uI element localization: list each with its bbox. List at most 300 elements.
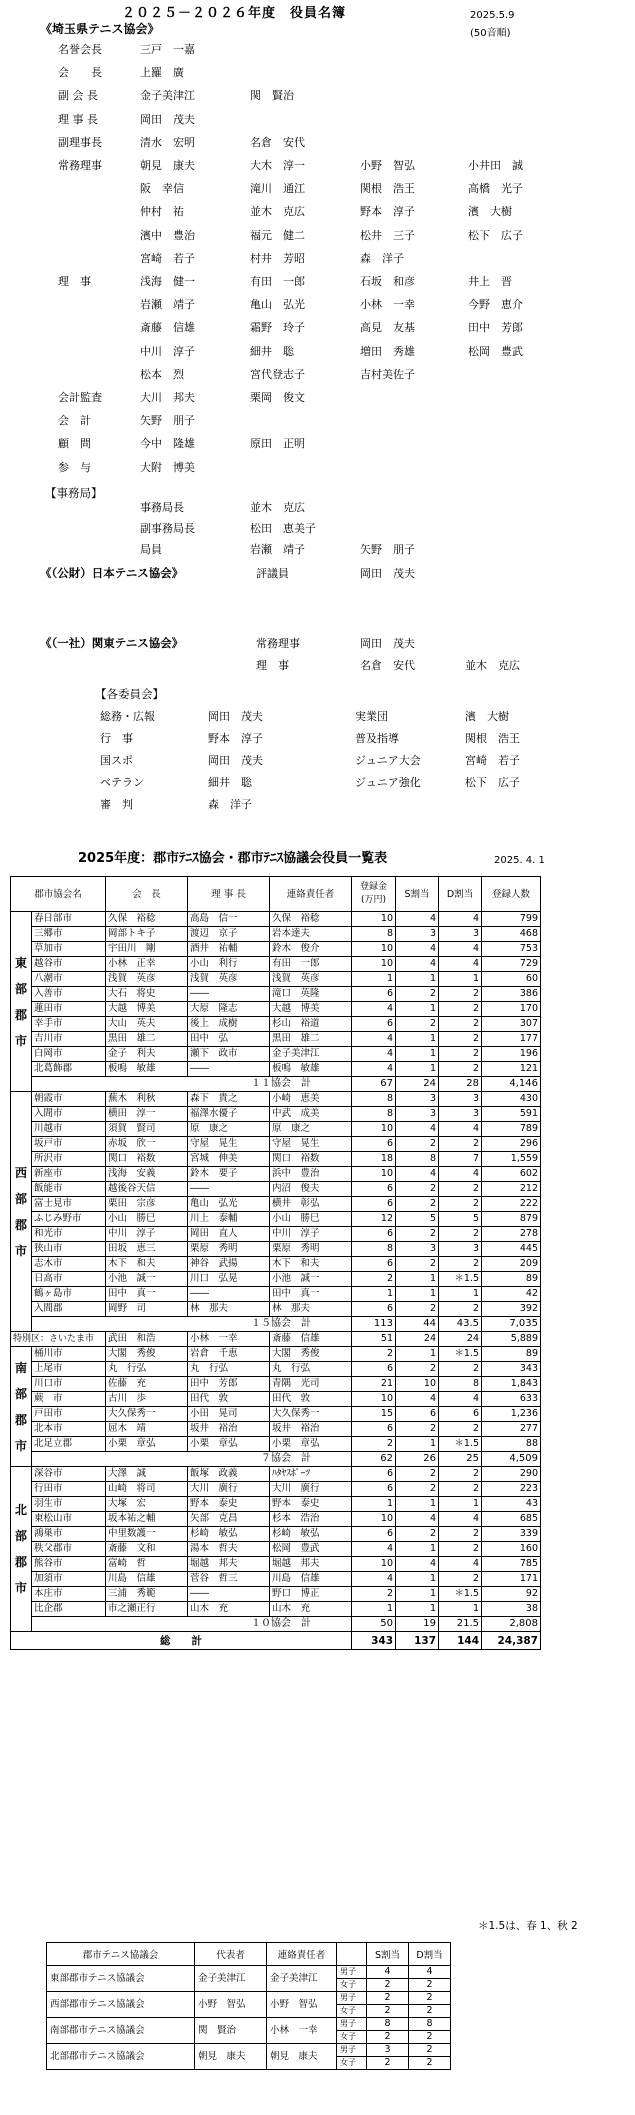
city-name: 和光市 xyxy=(32,1227,106,1242)
cell: 307 xyxy=(482,1017,541,1032)
cell: 2 xyxy=(396,1017,439,1032)
cell: 板鳴 敏雄 xyxy=(106,1062,188,1077)
cell: 浅賀 英彦 xyxy=(106,972,188,987)
cell: 丸 行弘 xyxy=(270,1362,352,1377)
cell: 大原 隆志 xyxy=(188,1002,270,1017)
officer-name: 有田 一郎 xyxy=(250,275,305,288)
cell: 386 xyxy=(482,987,541,1002)
role-label: 会 計 xyxy=(58,414,91,428)
table-row xyxy=(11,1497,541,1512)
council-col-rep: 代表者 xyxy=(195,1943,267,1966)
cell: 51 xyxy=(352,1332,396,1347)
officer-name: 松下 広子 xyxy=(465,776,520,789)
region-label xyxy=(11,912,32,1092)
jta-name: 岡田 茂夫 xyxy=(360,567,415,580)
council-col-s: S割当 xyxy=(367,1943,409,1966)
role-label: 参 与 xyxy=(58,460,91,474)
cell: 4 xyxy=(396,1167,439,1182)
cell: 92 xyxy=(482,1587,541,1602)
cell: 2 xyxy=(439,1542,482,1557)
table-row xyxy=(11,912,541,927)
cell: 田坂 恵三 xyxy=(106,1242,188,1257)
cell: 斎藤 文和 xyxy=(106,1542,188,1557)
officer-name: 栗岡 俊文 xyxy=(250,391,305,404)
table-row xyxy=(11,1512,541,1527)
officer-name: 霜野 玲子 xyxy=(250,321,305,335)
city-name: 熊谷市 xyxy=(32,1557,106,1572)
role-label: 顧 問 xyxy=(58,437,91,451)
officer-name: 松井 三子 xyxy=(360,228,415,242)
cell: 2 xyxy=(439,1302,482,1317)
cell: 坂本祐之輔 xyxy=(106,1512,188,1527)
table-row xyxy=(11,1482,541,1497)
city-name: 本庄市 xyxy=(32,1587,106,1602)
s-male: 3 xyxy=(367,2044,409,2057)
officer-name: 名倉 安代 xyxy=(250,135,305,149)
cell: 林 那夫 xyxy=(270,1302,352,1317)
committees-header: 【各委員会】 xyxy=(95,687,164,701)
cell: 1 xyxy=(396,1602,439,1617)
cell: 18 xyxy=(352,1152,396,1167)
city-name: 上尾市 xyxy=(32,1362,106,1377)
cell: 後上 成樹 xyxy=(188,1017,270,1032)
cell: 339 xyxy=(482,1527,541,1542)
cell: 田中 真一 xyxy=(106,1287,188,1302)
cell: 中川 淳子 xyxy=(106,1227,188,1242)
cell: 170 xyxy=(482,1002,541,1017)
male-label: 男子 xyxy=(337,2018,367,2031)
city-name: 東松山市 xyxy=(32,1512,106,1527)
cell: ―― xyxy=(188,1587,270,1602)
cell: 4 xyxy=(396,942,439,957)
cell: 4 xyxy=(396,957,439,972)
officer-name: 松田 恵美子 xyxy=(250,522,316,535)
cell: 久保 裕稔 xyxy=(106,912,188,927)
cell: 野本 泰史 xyxy=(188,1497,270,1512)
council-col-gender xyxy=(337,1943,367,1966)
table-row xyxy=(11,1587,541,1602)
cell: 小山 勝巳 xyxy=(270,1212,352,1227)
cell: 木下 和夫 xyxy=(270,1257,352,1272)
subtotal-cell: 62 xyxy=(352,1452,396,1467)
cell: 2 xyxy=(396,1467,439,1482)
cell: 関口 裕数 xyxy=(106,1152,188,1167)
cell: 1 xyxy=(396,1347,439,1362)
cell: 799 xyxy=(482,912,541,927)
table-row xyxy=(11,1257,541,1272)
cell: 212 xyxy=(482,1182,541,1197)
cell: 黒田 雄二 xyxy=(270,1032,352,1047)
female-label: 女子 xyxy=(337,1979,367,1992)
table-row xyxy=(11,1212,541,1227)
col-fee: 登録金 (万円) xyxy=(352,877,396,912)
jta-role: 評議員 xyxy=(256,567,289,580)
cell: 2 xyxy=(439,987,482,1002)
cell: 2 xyxy=(396,1197,439,1212)
cell: 浅海 安義 xyxy=(106,1167,188,1182)
cell: 6 xyxy=(439,1407,482,1422)
s-female: 2 xyxy=(367,2031,409,2044)
cell: 21 xyxy=(352,1377,396,1392)
cell: 6 xyxy=(352,987,396,1002)
cell: 6 xyxy=(352,1362,396,1377)
cell: 2 xyxy=(352,1437,396,1452)
cell: 3 xyxy=(396,1242,439,1257)
cell: 2 xyxy=(439,1257,482,1272)
officer-name: 野本 淳子 xyxy=(208,732,263,745)
cell: 4 xyxy=(439,957,482,972)
cell: 177 xyxy=(482,1032,541,1047)
council-name: 西部郡市テニス協議会 xyxy=(47,1992,195,2018)
cell: 2 xyxy=(352,1272,396,1287)
officer-name: 岡田 茂夫 xyxy=(140,112,195,126)
cell: ＊1.5 xyxy=(439,1587,482,1602)
cell: 296 xyxy=(482,1137,541,1152)
role-label: 副事務局長 xyxy=(140,522,195,535)
region-label-text: 南 部 郡 市 xyxy=(14,1360,27,1453)
officer-name: 上羅 廣 xyxy=(140,66,184,80)
cell: 2 xyxy=(439,1572,482,1587)
city-name: 蓮田市 xyxy=(32,1002,106,1017)
officer-name: 宮崎 若子 xyxy=(140,251,195,265)
col-president: 会 長 xyxy=(106,877,188,912)
cell: 4 xyxy=(396,912,439,927)
cell: 42 xyxy=(482,1287,541,1302)
region-label-text: 東 部 郡 市 xyxy=(14,955,27,1048)
officer-name: 福元 健二 xyxy=(250,228,305,242)
cell: 丸 行弘 xyxy=(106,1362,188,1377)
cell: 2 xyxy=(439,1482,482,1497)
jimukyoku-header: 【事務局】 xyxy=(45,486,103,500)
subtotal-cell: 67 xyxy=(352,1077,396,1092)
cell: 田中 芳郎 xyxy=(188,1377,270,1392)
grand-total-label: 総 計 xyxy=(11,1632,352,1650)
role-label: 局員 xyxy=(140,543,162,556)
committee-label: 総務・広報 xyxy=(100,710,155,723)
cell: 10 xyxy=(352,1122,396,1137)
cell: 4 xyxy=(439,1557,482,1572)
cell: 1 xyxy=(439,1497,482,1512)
officer-name: 岩瀬 靖子 xyxy=(250,543,305,556)
officer-name: 濱中 豊治 xyxy=(140,228,195,242)
officer-name: 森 洋子 xyxy=(360,251,404,265)
cell: 大越 博美 xyxy=(270,1002,352,1017)
cell: 445 xyxy=(482,1242,541,1257)
city-name: 加須市 xyxy=(32,1572,106,1587)
cell: 田代 敦 xyxy=(188,1392,270,1407)
city-name: 白岡市 xyxy=(32,1047,106,1062)
d-female: 2 xyxy=(409,1979,451,1992)
cell: 2 xyxy=(396,1182,439,1197)
officer-name: 田中 芳郎 xyxy=(468,321,523,335)
cell: 1 xyxy=(352,1497,396,1512)
officer-name: 斎藤 信雄 xyxy=(140,321,195,335)
col-d-quota: D割当 xyxy=(439,877,482,912)
cell: 菅谷 哲三 xyxy=(188,1572,270,1587)
officer-name: 細井 聡 xyxy=(208,776,252,789)
officer-name: 岡田 茂夫 xyxy=(208,754,263,767)
officer-name: 村井 芳昭 xyxy=(250,251,305,265)
cell: 越後谷天信 xyxy=(106,1182,188,1197)
cell: 大川 廣行 xyxy=(188,1482,270,1497)
city-name: 秩父郡市 xyxy=(32,1542,106,1557)
cell: 2 xyxy=(396,1302,439,1317)
committee-label: ベテラン xyxy=(100,776,144,789)
cell: 中里数護一 xyxy=(106,1527,188,1542)
cell: 2 xyxy=(439,1467,482,1482)
cell: 高島 信一 xyxy=(188,912,270,927)
table-row xyxy=(11,987,541,1002)
table-row xyxy=(11,1122,541,1137)
male-label: 男子 xyxy=(337,2044,367,2057)
officer-name: 岡田 茂夫 xyxy=(360,637,415,650)
cell: 879 xyxy=(482,1212,541,1227)
cell: 6 xyxy=(352,1422,396,1437)
cell: 川上 泰輔 xyxy=(188,1212,270,1227)
cell: 4 xyxy=(396,1557,439,1572)
cell: 2 xyxy=(439,1002,482,1017)
cell: 富崎 哲 xyxy=(106,1557,188,1572)
cell: 大山 英夫 xyxy=(106,1017,188,1032)
subtotal-cell: 2,808 xyxy=(482,1617,541,1632)
cell: 内沼 俊夫 xyxy=(270,1182,352,1197)
cell: 金子 利夫 xyxy=(106,1047,188,1062)
table-row xyxy=(11,1182,541,1197)
cell: 小栗 章弘 xyxy=(270,1437,352,1452)
cell: 福澤水優子 xyxy=(188,1107,270,1122)
cell: 川島 信雄 xyxy=(270,1572,352,1587)
cell: 2 xyxy=(439,1227,482,1242)
committee-label: 行 事 xyxy=(100,732,133,745)
cell: 1,236 xyxy=(482,1407,541,1422)
cell: 209 xyxy=(482,1257,541,1272)
grand-total-cell: 137 xyxy=(396,1632,439,1650)
officer-name: 宮代登志子 xyxy=(250,367,305,381)
table-row xyxy=(11,1227,541,1242)
officer-name: 濱 大樹 xyxy=(465,710,509,723)
table-row xyxy=(11,1392,541,1407)
cell: 宮城 伸美 xyxy=(188,1152,270,1167)
council-contact: 金子美津江 xyxy=(267,1966,337,1992)
cell: 須賀 賢司 xyxy=(106,1122,188,1137)
table-row xyxy=(11,1602,541,1617)
cell: 7 xyxy=(439,1152,482,1167)
subtotal-cell: 44 xyxy=(396,1317,439,1332)
officer-name: 阪 幸信 xyxy=(140,182,184,196)
council-row xyxy=(47,2044,451,2057)
cell: 丸 行弘 xyxy=(188,1362,270,1377)
table-row xyxy=(11,1437,541,1452)
cell: 1 xyxy=(439,1602,482,1617)
cell: 小林 正幸 xyxy=(106,957,188,972)
order-note: (50音順) xyxy=(470,28,511,39)
cell: 2 xyxy=(396,987,439,1002)
city-name: 戸田市 xyxy=(32,1407,106,1422)
subtotal-cell: 4,146 xyxy=(482,1077,541,1092)
council-row xyxy=(47,2018,451,2031)
cell: 4 xyxy=(352,1032,396,1047)
officer-name: 松本 烈 xyxy=(140,367,184,381)
officer-name: 石坂 和彦 xyxy=(360,275,415,288)
officer-name: 大川 邦夫 xyxy=(140,391,195,404)
cell: 6 xyxy=(352,1182,396,1197)
cell: 196 xyxy=(482,1047,541,1062)
table-row xyxy=(11,1362,541,1377)
officer-name: 関 賢治 xyxy=(250,89,294,103)
council-name: 東部郡市テニス協議会 xyxy=(47,1966,195,1992)
subtotal-cell: 43.5 xyxy=(439,1317,482,1332)
s-male: 4 xyxy=(367,1966,409,1979)
officer-name: 小林 一幸 xyxy=(360,298,415,312)
cell: 1 xyxy=(396,1437,439,1452)
table-row xyxy=(11,1092,541,1107)
subtotal-row xyxy=(11,1617,541,1632)
subtotal-row xyxy=(11,1317,541,1332)
cell: 市之瀬正行 xyxy=(106,1602,188,1617)
cell: 43 xyxy=(482,1497,541,1512)
cell: 89 xyxy=(482,1347,541,1362)
cell: 171 xyxy=(482,1572,541,1587)
officer-name: 野本 淳子 xyxy=(360,205,415,219)
table-row xyxy=(11,927,541,942)
council-rep: 関 賢治 xyxy=(195,2018,267,2044)
officer-name: 宮崎 若子 xyxy=(465,754,520,767)
table-row xyxy=(11,1002,541,1017)
officer-name: 三戸 一嘉 xyxy=(140,43,195,56)
officer-name: 朝見 康夫 xyxy=(140,159,195,172)
cell: 浜中 豊治 xyxy=(270,1167,352,1182)
city-name: 比企郡 xyxy=(32,1602,106,1617)
table-row xyxy=(11,1242,541,1257)
cell: 2 xyxy=(439,1197,482,1212)
table-row xyxy=(11,1137,541,1152)
grand-total-row xyxy=(11,1632,541,1650)
cell: 1 xyxy=(352,1602,396,1617)
city-name: 八潮市 xyxy=(32,972,106,987)
table-header-row xyxy=(11,877,541,912)
cell: 4 xyxy=(396,1512,439,1527)
table-row xyxy=(11,1527,541,1542)
cell: 2 xyxy=(396,1422,439,1437)
cell: 2 xyxy=(396,1527,439,1542)
cell: 青隅 光司 xyxy=(270,1377,352,1392)
role-label: 理 事 長 xyxy=(58,112,98,126)
cell: 酒井 祐輔 xyxy=(188,942,270,957)
committee-label: 国スポ xyxy=(100,754,133,767)
region-label xyxy=(11,1092,32,1332)
committee-label: 普及指導 xyxy=(355,732,399,745)
officer-name: 高見 友基 xyxy=(360,321,415,335)
city-name: 坂戸市 xyxy=(32,1137,106,1152)
cell: 4 xyxy=(396,1392,439,1407)
cell: 小池 誠一 xyxy=(106,1272,188,1287)
role-label: 常務理事 xyxy=(256,637,300,650)
cell: 1 xyxy=(396,1062,439,1077)
cell: 10 xyxy=(352,1512,396,1527)
city-name: 蕨 市 xyxy=(32,1392,106,1407)
subtotal-row xyxy=(11,1077,541,1092)
cell: 3 xyxy=(439,1092,482,1107)
region-label-text: 西 部 郡 市 xyxy=(14,1165,27,1258)
cell: 591 xyxy=(482,1107,541,1122)
table-title: 2025年度：郡市ﾃﾆｽ協会・郡市ﾃﾆｽ協議会役員一覧表 xyxy=(78,851,388,866)
cell: 10 xyxy=(352,942,396,957)
cell: 4 xyxy=(352,1047,396,1062)
cell: 6 xyxy=(352,1227,396,1242)
officer-name: 矢野 朋子 xyxy=(140,414,195,428)
cell: 4 xyxy=(352,1002,396,1017)
officer-name: 関根 浩王 xyxy=(465,732,520,745)
officer-name: 井上 晋 xyxy=(468,275,512,288)
cell: 2 xyxy=(396,1137,439,1152)
cell: 田中 弘 xyxy=(188,1032,270,1047)
table-row xyxy=(11,1467,541,1482)
council-name: 南部郡市テニス協議会 xyxy=(47,2018,195,2044)
cell: 松岡 豊武 xyxy=(270,1542,352,1557)
committee-label: ジュニア大会 xyxy=(355,754,421,767)
cell: 岩本達夫 xyxy=(270,927,352,942)
city-name: 飯能市 xyxy=(32,1182,106,1197)
officer-name: 仲村 祐 xyxy=(140,205,184,219)
region-label-text: 北 部 郡 市 xyxy=(14,1503,27,1595)
cell: 森下 貴之 xyxy=(188,1092,270,1107)
cell: 1 xyxy=(396,1587,439,1602)
cell: 坂井 裕治 xyxy=(270,1422,352,1437)
cell: 729 xyxy=(482,957,541,972)
footnote: ＊1.5は、春 1、秋 2 xyxy=(478,1920,578,1932)
cell: 290 xyxy=(482,1467,541,1482)
table-row xyxy=(11,1197,541,1212)
cell: 2 xyxy=(439,1422,482,1437)
city-name: 鴻巣市 xyxy=(32,1527,106,1542)
cell: 小山 勝巳 xyxy=(106,1212,188,1227)
d-male: 2 xyxy=(409,2044,451,2057)
col-contact: 連絡責任者 xyxy=(270,877,352,912)
cell: 753 xyxy=(482,942,541,957)
table-row xyxy=(11,1377,541,1392)
officer-name: 岡田 茂夫 xyxy=(208,710,263,723)
cell: 2 xyxy=(439,1182,482,1197)
city-name: 春日部市 xyxy=(32,912,106,927)
role-label: 理 事 xyxy=(256,659,289,672)
cell: 6 xyxy=(352,1197,396,1212)
cell: 6 xyxy=(352,1017,396,1032)
city-name: 北足立郡 xyxy=(32,1437,106,1452)
cell: 789 xyxy=(482,1122,541,1137)
city-name: 川越市 xyxy=(32,1122,106,1137)
cell: 6 xyxy=(352,1527,396,1542)
cell: 杉崎 敏弘 xyxy=(188,1527,270,1542)
cell: 小栗 章弘 xyxy=(106,1437,188,1452)
cell: 杉本 浩治 xyxy=(270,1512,352,1527)
col-name: 郡市協会名 xyxy=(11,877,106,912)
cell: 4 xyxy=(439,1167,482,1182)
male-label: 男子 xyxy=(337,1966,367,1979)
cell: 5 xyxy=(439,1212,482,1227)
table-date: 2025. 4. 1 xyxy=(494,855,545,866)
cell: 2 xyxy=(439,1017,482,1032)
officer-name: 今野 恵介 xyxy=(468,298,523,312)
cell: ＊1.5 xyxy=(439,1437,482,1452)
cell: 三浦 秀範 xyxy=(106,1587,188,1602)
cell: 24 xyxy=(439,1332,482,1347)
cell: 4 xyxy=(439,942,482,957)
role-label: 会 長 xyxy=(58,66,102,80)
council-header-row xyxy=(47,1943,451,1966)
council-col-d: D割当 xyxy=(409,1943,451,1966)
female-label: 女子 xyxy=(337,2005,367,2018)
city-name: 幸手市 xyxy=(32,1017,106,1032)
